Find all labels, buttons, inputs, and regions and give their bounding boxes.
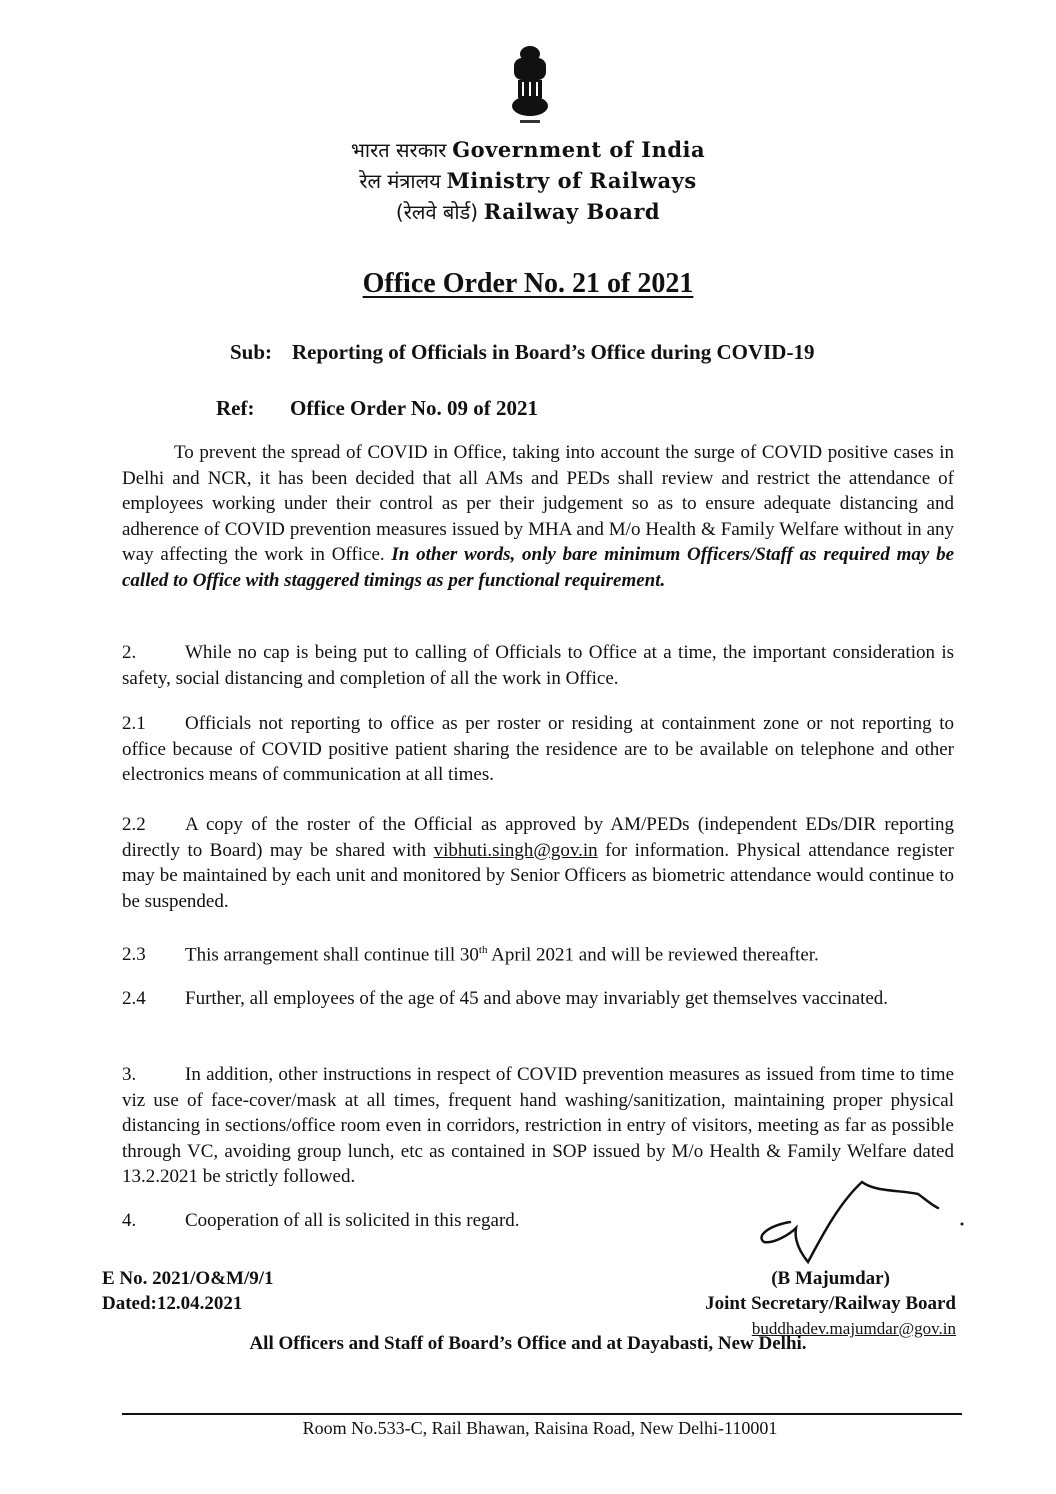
paragraph-number: 2. [122, 642, 137, 663]
ordinal-suffix: th [478, 944, 488, 956]
subject-label: Sub: [230, 340, 273, 364]
signatory-block [705, 1266, 956, 1341]
paragraph-2-3 [122, 938, 954, 968]
paragraph-number: 2.4 [122, 988, 146, 1009]
paragraph-number: 2.3 [122, 944, 146, 966]
handwritten-signature-icon [750, 1170, 970, 1270]
file-date: Dated:12.04.2021 [102, 1293, 243, 1314]
signatory-email-link[interactable]: buddhadev.majumdar@gov.in [751, 1319, 956, 1338]
signatory-name: (B Majumdar) [771, 1268, 890, 1289]
paragraph-number: 2.1 [122, 713, 146, 734]
reference-line [216, 396, 538, 421]
paragraph-text: This arrangement shall continue till 30 [185, 944, 479, 966]
paragraph-number: 3. [122, 1064, 137, 1085]
paragraph-2-4 [122, 986, 954, 1012]
subject-text: Reporting of Officials in Board’s Office during COVID-19 [292, 340, 815, 364]
letterhead-hindi-text: रेल मंत्रालय [359, 169, 441, 193]
paragraph-text: In addition, other instructions in respect of COVID prevention measures as issued from time to time viz use of face-cover/mask at all times, frequent hand washing/sanitization, maintaining proper physical distancing in sections/office room even in corridors, restriction in entry of visitors, meeting as far as possible through VC, avoiding group lunch, etc as contained in SOP issued by M/o Health & Family Welfare dated 13.2.2021 be strictly followed. [122, 1064, 954, 1187]
paragraph-text: To prevent the spread of COVID in Office, taking into account the surge of COVID positive cases in Delhi and NCR, it has been decided that all AMs and PEDs shall review and restrict the attendance of employees working under their control as per their judgement so as to ensure adequate distancing and adherence of COVID prevention measures issued by MHA and M/o Health & Family Welfare without in any way affecting the work in Office. [122, 442, 954, 565]
paragraph-text: Cooperation of all is solicited in this regard. [185, 1210, 520, 1231]
subject-line [230, 340, 814, 365]
reference-text: Office Order No. 09 of 2021 [290, 396, 539, 420]
paragraph-2 [122, 640, 954, 691]
paragraph-text: While no cap is being put to calling of Officials to Office at a time, the important consideration is safety, social distancing and completion of all the work in Office. [122, 642, 954, 689]
footer-divider [122, 1413, 962, 1415]
letterhead-hindi-text: (रेलवे बोर्ड) [395, 200, 479, 224]
file-reference [102, 1266, 274, 1316]
paragraph-1 [122, 440, 954, 593]
letterhead-english-text: Railway Board [483, 199, 661, 224]
paragraph-emphasis: In other words, only bare minimum Officers/Staff as required may be called to Office with staggered timings as per functional requirement. [122, 544, 955, 591]
distribution-line: All Officers and Staff of Board’s Office and at Dayabasti, New Delhi. [249, 1333, 807, 1354]
signatory-designation: Joint Secretary/Railway Board [705, 1293, 956, 1314]
file-number: E No. 2021/O&M/9/1 [102, 1268, 274, 1289]
paragraph-text: for information. Physical attendance register may be maintained by each unit and monitored by Senior Officers as biometric attendance would continue to be suspended. [122, 839, 954, 912]
paragraph-text: Officials not reporting to office as per roster or residing at containment zone or not reporting to office because of COVID positive patient sharing the residence are to be available on telephone and other electronics means of communication at all times. [122, 713, 954, 785]
footer-address: Room No.533-C, Rail Bhawan, Raisina Road, New Delhi-110001 [302, 1418, 778, 1438]
letterhead-hindi-text: भारत सरकार [350, 138, 447, 162]
letterhead-line-government [0, 136, 1056, 164]
national-emblem-icon [500, 40, 560, 130]
letterhead-english-text: Ministry of Railways [446, 168, 697, 193]
email-link-vibhuti[interactable]: vibhuti.singh@gov.in [433, 839, 598, 861]
letterhead-english-text: Government of India [452, 137, 706, 162]
letterhead-line-ministry [0, 167, 1056, 195]
paragraph-text: April 2021 and will be reviewed thereafter. [487, 944, 819, 966]
reference-label: Ref: [216, 396, 255, 420]
paragraph-2-2 [122, 812, 954, 914]
paragraph-text: A copy of the roster of the Official as approved by AM/PEDs (independent EDs/DIR reporting directly to Board) may be shared with [122, 814, 954, 861]
order-title-text: Office Order No. 21 of 2021 [362, 268, 694, 299]
order-title [0, 268, 1056, 300]
paragraph-number: 2.2 [122, 814, 146, 835]
letterhead-line-board [0, 198, 1056, 226]
paragraph-text: Further, all employees of the age of 45 and above may invariably get themselves vaccinated. [185, 988, 889, 1009]
paragraph-2-1 [122, 711, 954, 788]
paragraph-number: 4. [122, 1210, 137, 1231]
